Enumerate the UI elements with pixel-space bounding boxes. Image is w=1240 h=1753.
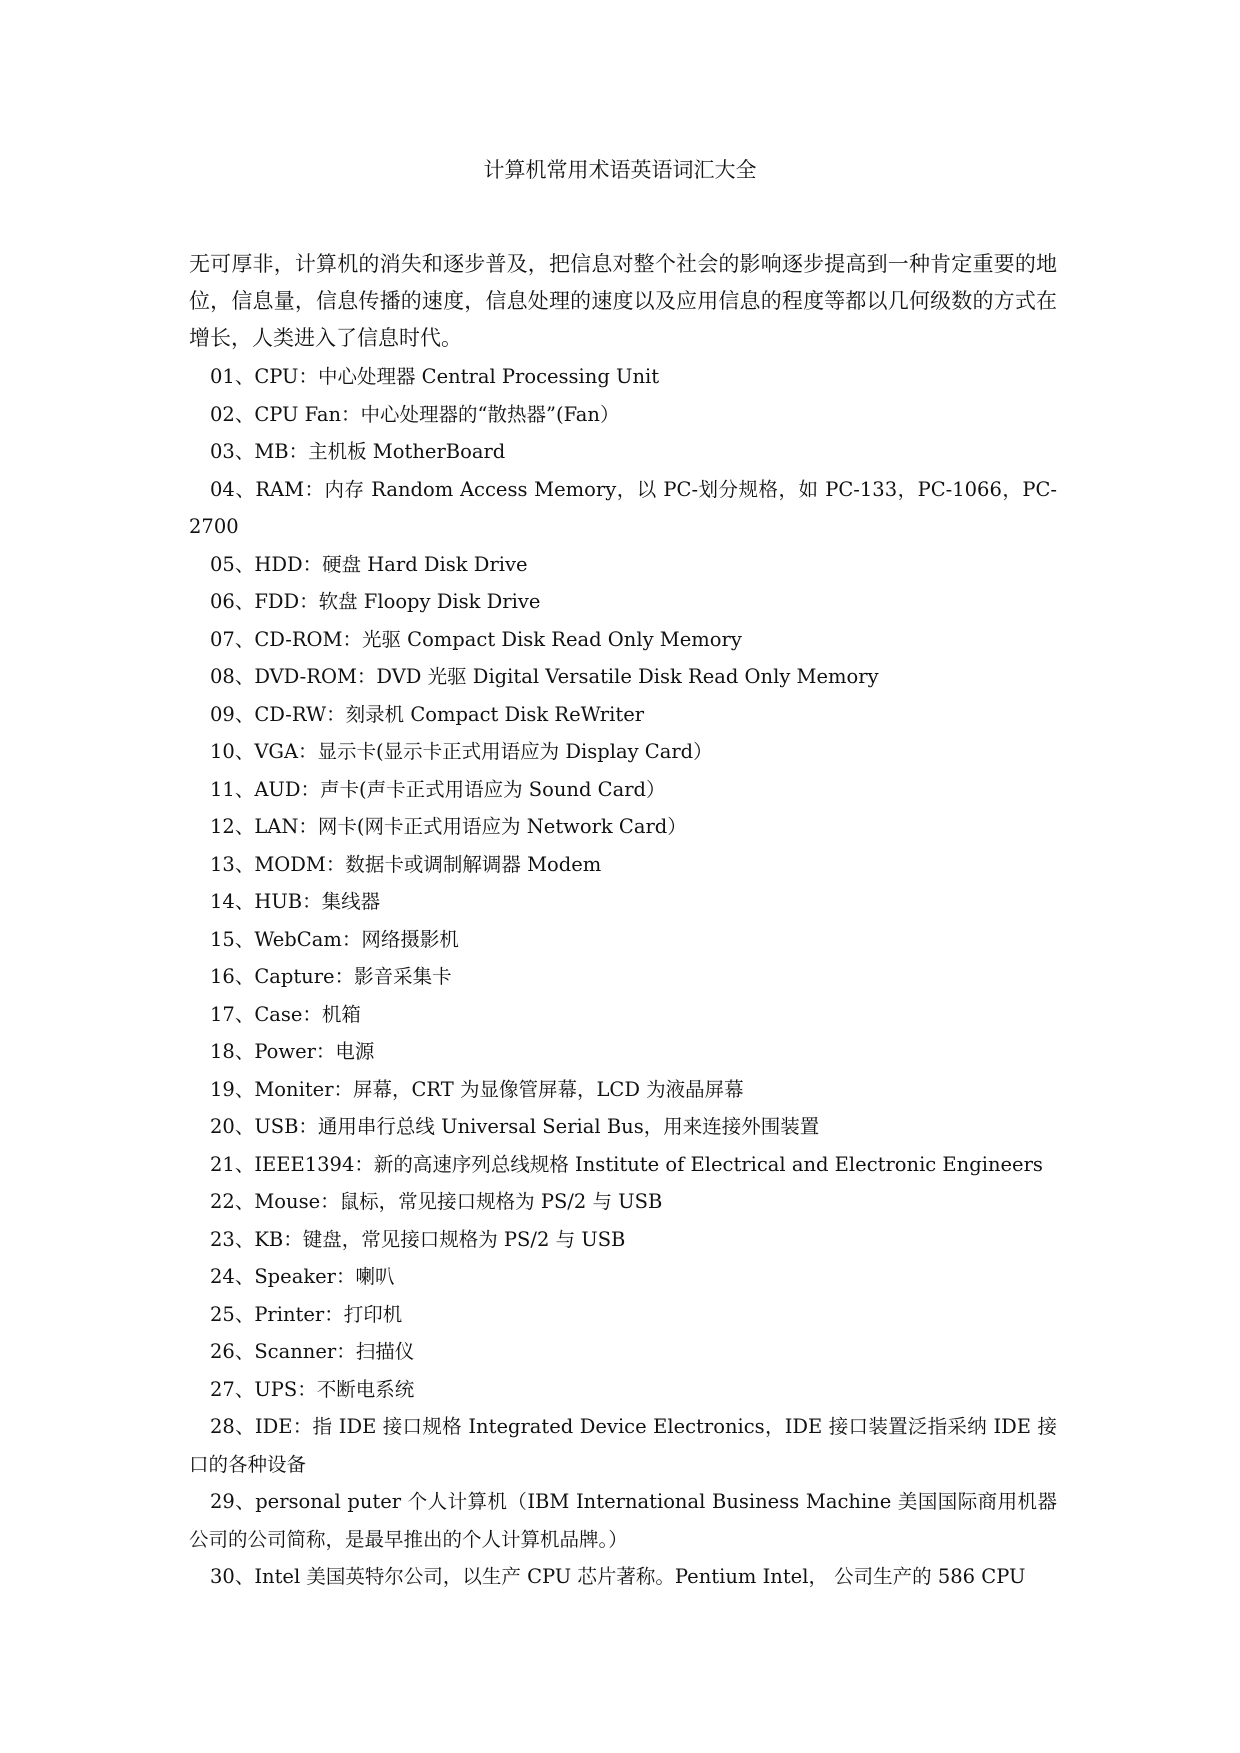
list-item: 06、FDD：软盘 Floopy Disk Drive — [210, 590, 541, 613]
list-item: 14、HUB：集线器 — [210, 890, 381, 913]
list-item: 27、UPS：不断电系统 — [210, 1377, 415, 1401]
document-title: 计算机常用术语英语词汇大全 — [483, 158, 757, 182]
list-item: 05、HDD：硬盘 Hard Disk Drive — [210, 552, 528, 576]
list-item: 21、IEEE1394：新的高速序列总线规格 Institute of Electrical and Electronic Engineers — [210, 1152, 1043, 1176]
intro-paragraph: 无可厚非，计算机的消失和逐步普及，把信息对整个社会的影响逐步提高到一种肯定重要的地位，信息量，信息传播的速度，信息处理的速度以及应用信息的程度等都以几何级数的方式在增长，人类进入了信息时代。 — [189, 252, 1057, 350]
list-item: 24、Speaker：喇叭 — [210, 1265, 395, 1288]
list-item: 19、Moniter：屏幕，CRT 为显像管屏幕，LCD 为液晶屏幕 — [210, 1077, 744, 1101]
list-item: 26、Scanner：扫描仪 — [210, 1340, 415, 1363]
list-item: 30、Intel 美国英特尔公司，以生产 CPU 芯片著称。Pentium Intel， 公司生产的 586 CPU — [210, 1565, 1026, 1588]
list-item: 20、USB：通用串行总线 Universal Serial Bus，用来连接外围装置 — [210, 1115, 820, 1138]
list-item: 18、Power：电源 — [210, 1040, 375, 1063]
list-item: 12、LAN：网卡(网卡正式用语应为 Network Card） — [210, 815, 687, 838]
list-item: 11、AUD：声卡(声卡正式用语应为 Sound Card） — [210, 777, 666, 801]
list-item: 09、CD-RW：刻录机 Compact Disk ReWriter — [210, 702, 645, 726]
list-item: 04、RAM：内存 Random Access Memory，以 PC-划分规格，如 PC-133，PC-1066，PC-2700 — [189, 477, 1057, 538]
list-item: 13、MODM：数据卡或调制解调器 Modem — [210, 852, 602, 876]
list-item: 23、KB：键盘，常见接口规格为 PS/2 与 USB — [210, 1227, 626, 1251]
list-item: 07、CD-ROM：光驱 Compact Disk Read Only Memory — [210, 627, 742, 651]
list-item: 10、VGA：显示卡(显示卡正式用语应为 Display Card） — [210, 740, 713, 763]
term-list — [189, 358, 1057, 1596]
list-item: 17、Case：机箱 — [210, 1002, 361, 1026]
list-item: 03、MB：主机板 MotherBoard — [210, 440, 506, 463]
list-item: 28、IDE：指 IDE 接口规格 Integrated Device Electronics，IDE 接口装置泛指采纳 IDE 接口的各种设备 — [189, 1415, 1057, 1476]
list-item: 15、WebCam：网络摄影机 — [210, 927, 459, 951]
list-item: 02、CPU Fan：中心处理器的“散热器”(Fan） — [210, 402, 620, 426]
list-item: 16、Capture：影音采集卡 — [210, 965, 452, 988]
list-item: 01、CPU：中心处理器 Central Processing Unit — [210, 365, 660, 388]
list-item: 22、Mouse：鼠标，常见接口规格为 PS/2 与 USB — [210, 1190, 663, 1213]
list-item: 25、Printer：打印机 — [210, 1302, 403, 1326]
list-item: 29、personal puter 个人计算机（IBM International Business Machine 美国国际商用机器公司的公司简称，是最早推出的个人计算机品牌。） — [189, 1490, 1057, 1551]
list-item: 08、DVD-ROM：DVD 光驱 Digital Versatile Disk Read Only Memory — [210, 665, 879, 688]
